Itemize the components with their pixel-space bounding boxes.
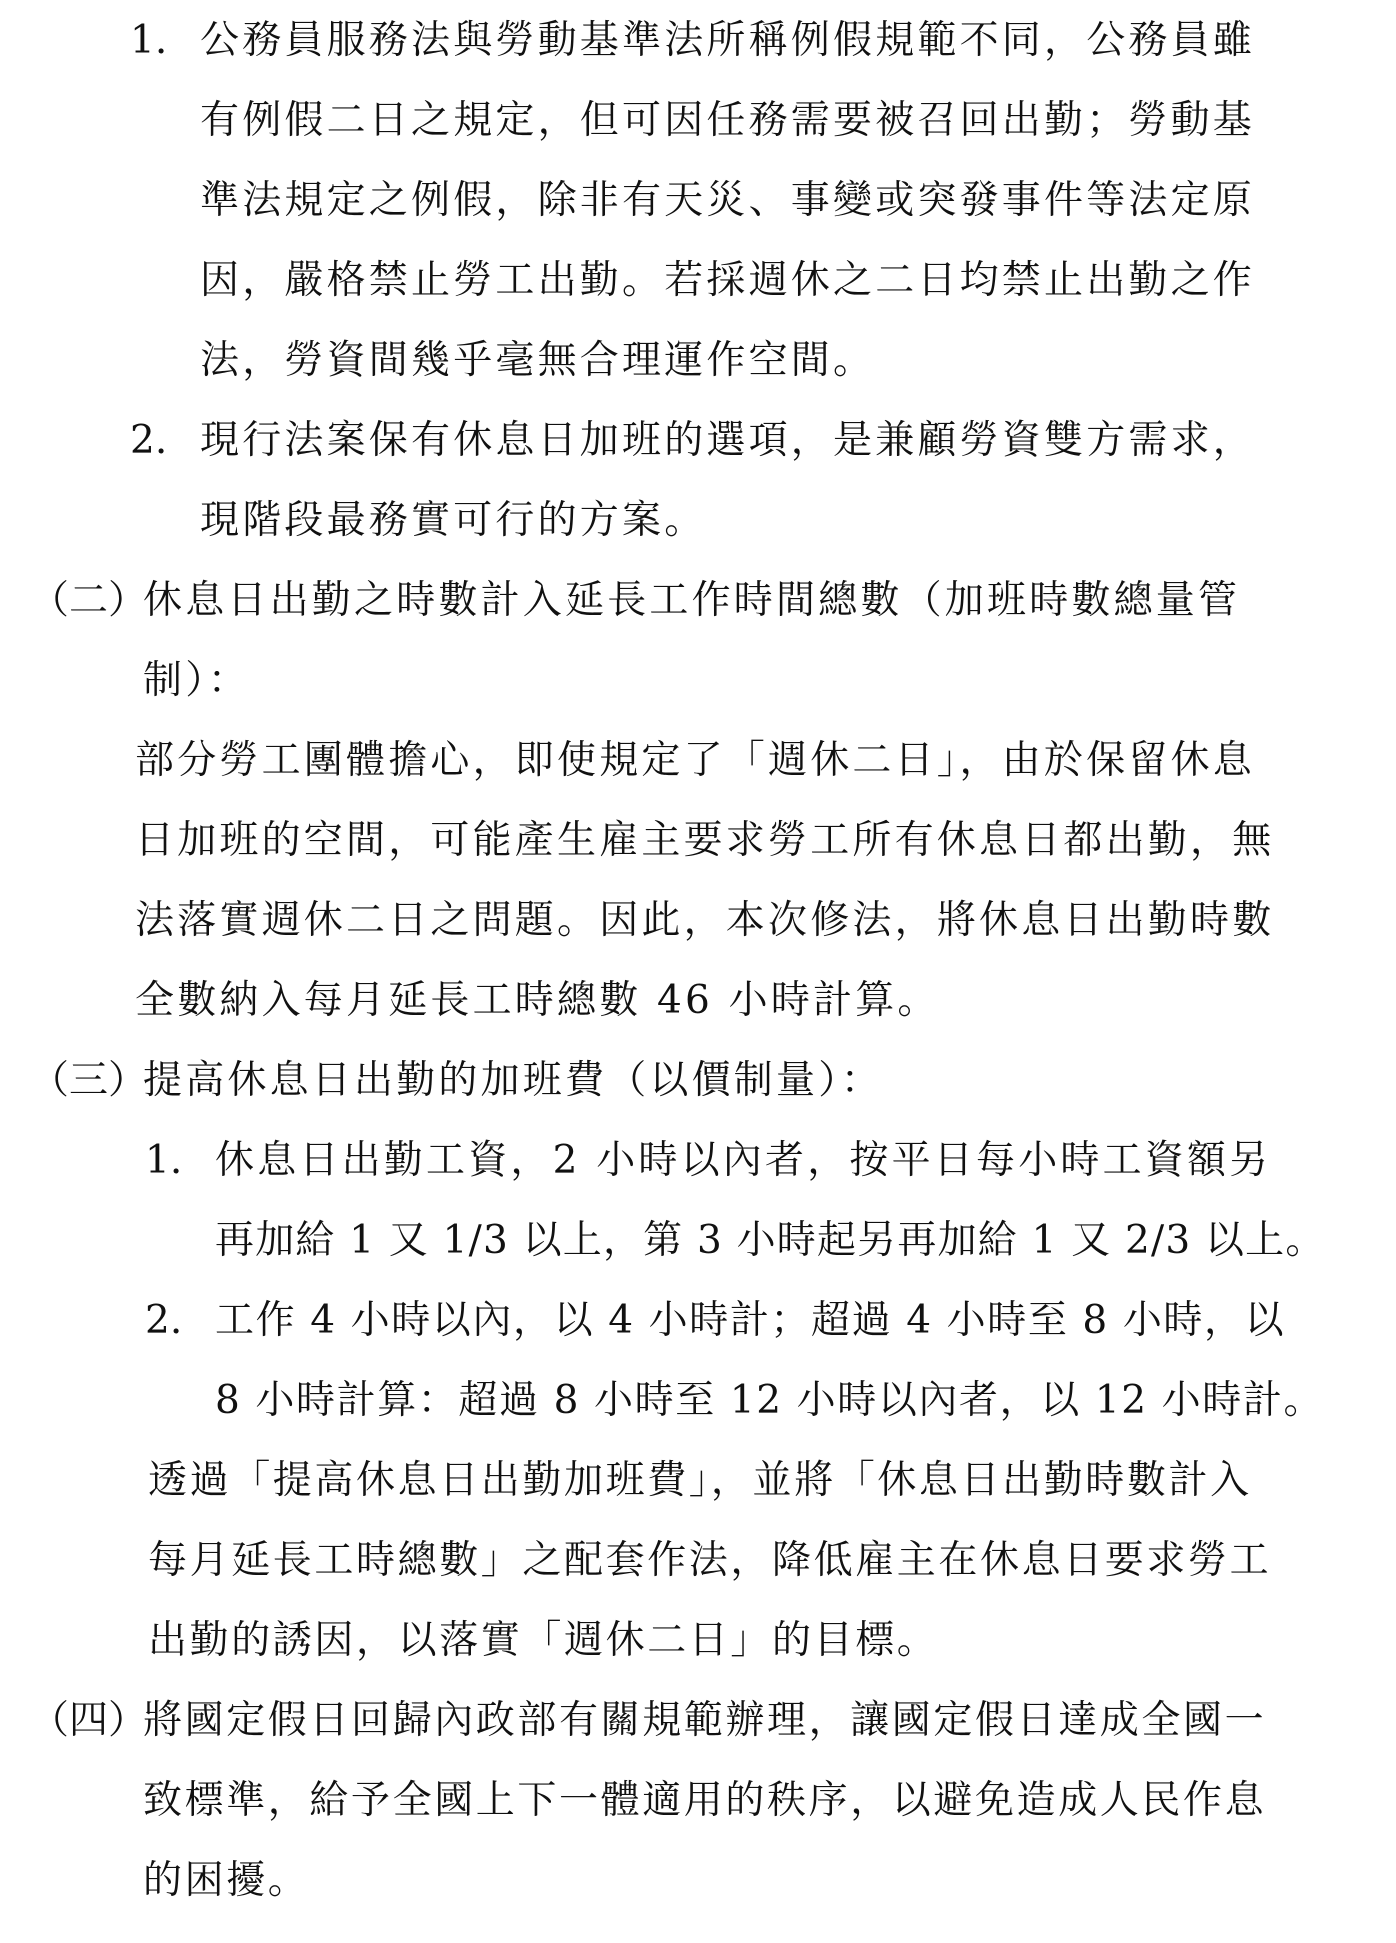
paragraph-line: 部分勞工團體擔心，即使規定了「週休二日」，由於保留休息 (135, 738, 1255, 783)
text-line: 因，嚴格禁止勞工出勤。若採週休之二日均禁止出勤之作 (200, 258, 1256, 303)
text-line: 將國定假日回歸內政部有關規範辦理，讓國定假日達成全國一 (143, 1698, 1267, 1743)
text-line: 法，勞資間幾乎毫無合理運作空間。 (200, 338, 876, 383)
text-line: 現行法案保有休息日加班的選項，是兼顧勞資雙方需求， (200, 418, 1256, 463)
section-marker: （四） (30, 1698, 148, 1743)
text-line: 現階段最務實可行的方案。 (200, 498, 707, 543)
text-line: 工作 4 小時以內，以 4 小時計；超過 4 小時至 8 小時，以 (215, 1298, 1286, 1343)
text-line: 公務員服務法與勞動基準法所稱例假規範不同，公務員雖 (200, 18, 1256, 63)
text-line: 8 小時計算：超過 8 小時至 12 小時以內者，以 12 小時計。 (215, 1378, 1325, 1423)
text-line: 有例假二日之規定，但可因任務需要被召回出勤；勞動基 (200, 98, 1256, 143)
section-marker: （二） (30, 578, 148, 623)
list-marker: 2. (130, 418, 168, 463)
text-line: 再加給 1 又 1/3 以上，第 3 小時起另再加給 1 又 2/3 以上。 (215, 1218, 1326, 1263)
paragraph-line: 全數納入每月延長工時總數 46 小時計算。 (135, 978, 940, 1023)
text-line: 的困擾。 (143, 1858, 310, 1903)
section-marker: （三） (30, 1058, 148, 1103)
section-heading-line: 制）： (143, 658, 251, 703)
list-marker: 1. (145, 1138, 183, 1183)
paragraph-line: 日加班的空間，可能產生雇主要求勞工所有休息日都出勤，無 (135, 818, 1275, 863)
paragraph-line: 法落實週休二日之問題。因此，本次修法，將休息日出勤時數 (135, 898, 1275, 943)
paragraph-line: 每月延長工時總數」之配套作法，降低雇主在休息日要求勞工 (148, 1538, 1272, 1583)
paragraph-line: 透過「提高休息日出勤加班費」，並將「休息日出勤時數計入 (148, 1458, 1252, 1503)
text-line: 休息日出勤工資，2 小時以內者，按平日每小時工資額另 (215, 1138, 1272, 1183)
section-heading-line: 休息日出勤之時數計入延長工作時間總數（加班時數總量管 (143, 578, 1241, 623)
paragraph-line: 出勤的誘因，以落實「週休二日」的目標。 (148, 1618, 939, 1663)
text-line: 致標準，給予全國上下一體適用的秩序，以避免造成人民作息 (143, 1778, 1267, 1823)
text-line: 準法規定之例假，除非有天災、事變或突發事件等法定原 (200, 178, 1256, 223)
list-marker: 2. (145, 1298, 183, 1343)
list-marker: 1. (130, 18, 168, 63)
section-heading: 提高休息日出勤的加班費（以價制量）： (143, 1058, 884, 1103)
